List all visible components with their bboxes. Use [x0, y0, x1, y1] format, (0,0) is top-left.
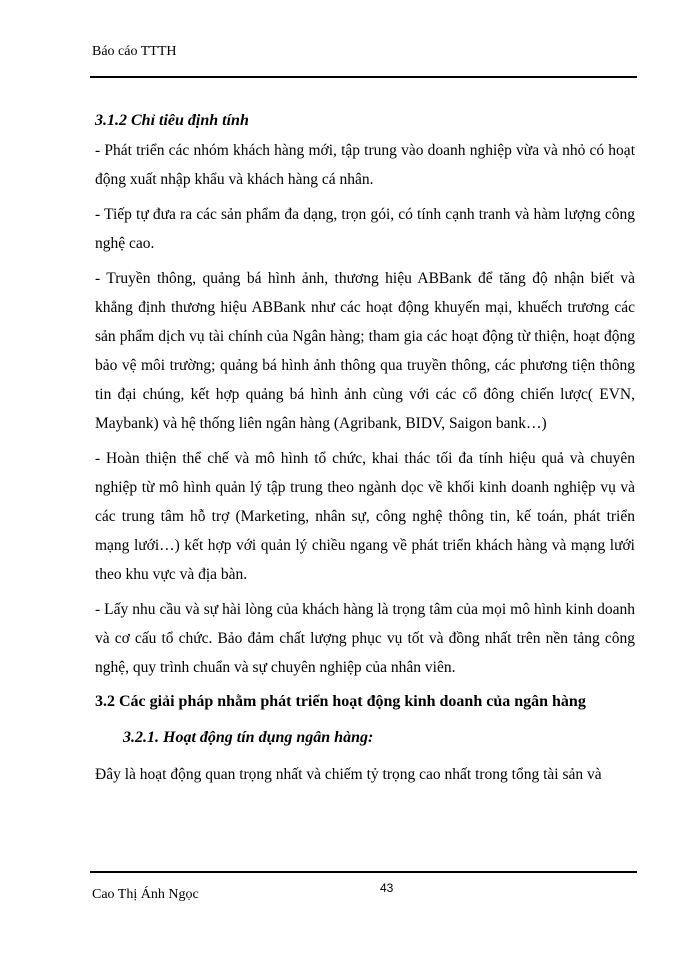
paragraph-5: - Lấy nhu cầu và sự hài lòng của khách hàng là trọng tâm của mọi mô hình kinh doanh và cơ cấu tổ chức. Bảo đảm chất lượng phục vụ tốt và đồng nhất trên nền tảng công nghệ, quy trình chuẩn và sự chuyên nghiệp của nhân viên. — [95, 601, 635, 676]
header-title: Báo cáo TTTH — [92, 44, 177, 59]
header-rule — [90, 76, 637, 78]
footer-rule — [90, 871, 637, 873]
footer-author: Cao Thị Ánh Ngọc — [92, 887, 199, 902]
paragraph-2: - Tiếp tự đưa ra các sản phẩm đa dạng, trọn gói, có tính cạnh tranh và hàm lượng công nghệ cao. — [95, 206, 635, 252]
paragraph-4: - Hoàn thiện thể chế và mô hình tổ chức, khai thác tối đa tính hiệu quả và chuyên nghiệp từ mô hình quản lý tập trung theo ngành dọc về khối kinh doanh nghiệp vụ và các trung tâm hỗ trợ (Marketing, nhân sự, công nghệ thông tin, kế toán, phát triển mạng lưới…) kết hợp với quản lý chiều ngang về phát triển khách hàng và mạng lưới theo khu vực và địa bàn. — [95, 450, 635, 583]
section-3-1-2-heading: 3.1.2 Chỉ tiêu định tính — [95, 112, 249, 129]
section-3-2-1-heading: 3.2.1. Hoạt động tín dụng ngân hàng: — [123, 729, 374, 746]
page-content — [95, 96, 635, 795]
paragraph-6: Đây là hoạt động quan trọng nhất và chiếm tỷ trọng cao nhất trong tổng tài sản và — [95, 766, 602, 783]
section-3-2-heading: 3.2 Các giải pháp nhằm phát triển hoạt động kinh doanh của ngân hàng — [95, 693, 586, 710]
paragraph-3: - Truyền thông, quảng bá hình ảnh, thương hiệu ABBank để tăng độ nhận biết và khẳng định thương hiệu ABBank như các hoạt động khuyến mại, khuếch trương các sản phẩm dịch vụ tài chính của Ngân hàng; tham gia các hoạt động từ thiện, hoạt động bảo vệ môi trường; quảng bá hình ảnh thông qua truyền thông, các phương tiện thông tin đại chúng, kết hợp quảng bá hình ảnh cùng với các cổ đông chiến lược( EVN, Maybank) và hệ thống liên ngân hàng (Agribank, BIDV, Saigon bank…) — [95, 270, 635, 432]
paragraph-1: - Phát triển các nhóm khách hàng mới, tập trung vào doanh nghiệp vừa và nhỏ có hoạt động xuất nhập khẩu và khách hàng cá nhân. — [95, 142, 635, 188]
page-number: 43 — [380, 881, 394, 895]
